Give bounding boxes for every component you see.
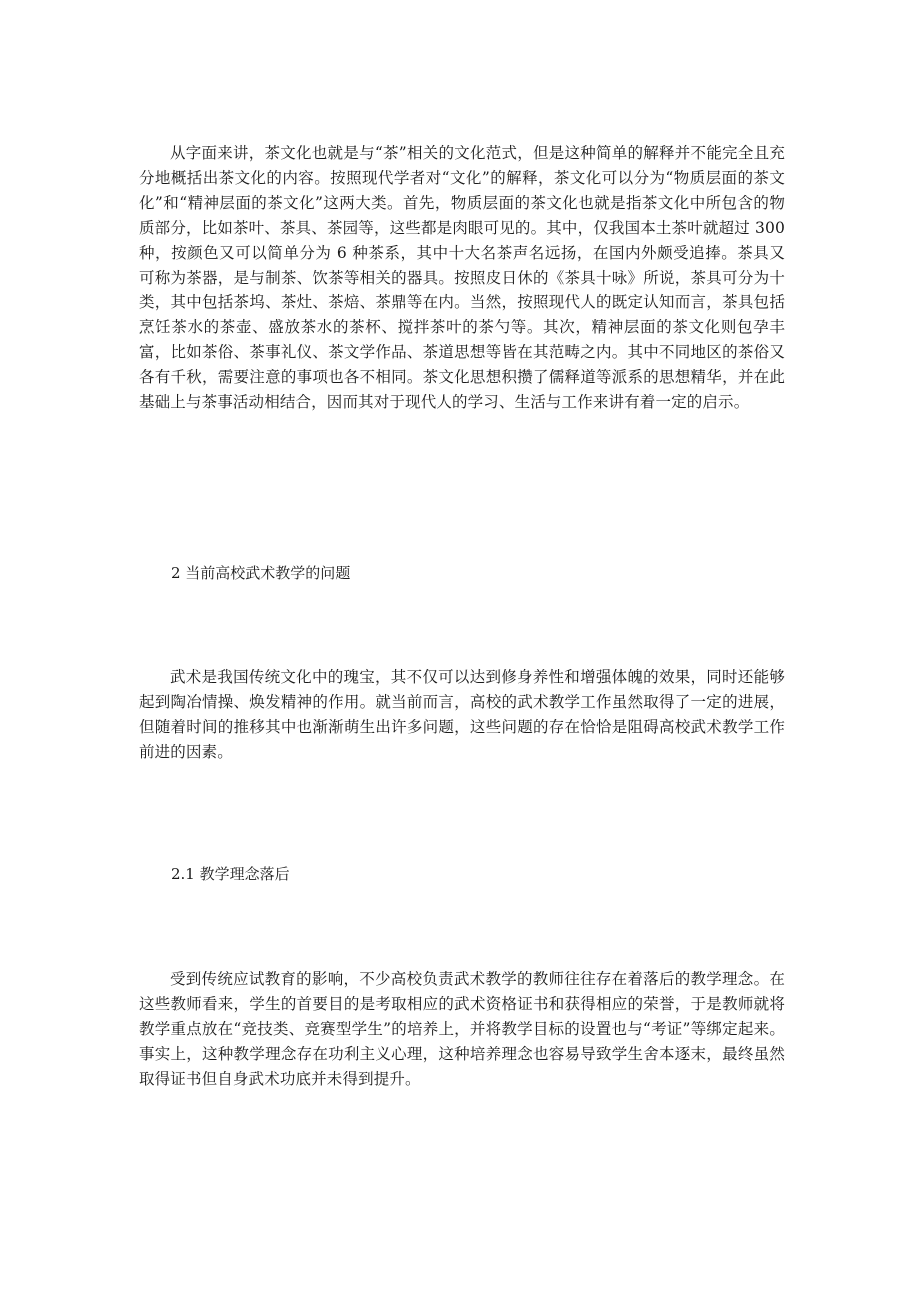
body-paragraph-martial-arts: 武术是我国传统文化中的瑰宝，其不仅可以达到修身养性和增强体魄的效果，同时还能够起到陶冶情操、焕发精神的作用。就当前而言，高校的武术教学工作虽然取得了一定的进展，但随着时间的推移其中也渐渐萌生出许多问题，这些问题的存在恰恰是阻碍高校武术教学工作前进的因素。 xyxy=(139,668,785,761)
body-paragraph-tea-culture: 从字面来讲，茶文化也就是与“茶”相关的文化范式，但是这种简单的解释并不能完全且充分地概括出茶文化的内容。按照现代学者对“文化”的解释，茶文化可以分为“物质层面的茶文化”和“精神层面的茶文化”这两大类。首先，物质层面的茶文化也就是指茶文化中所包含的物质部分，比如茶叶、茶具、茶园等，这些都是肉眼可见的。其中，仅我国本土茶叶就超过 300 种，按颜色又可以简单分为 6 种茶系，其中十大名茶声名远扬，在国内外颇受追捧。茶具又可称为茶器，是与制茶、饮茶等相关的器具。按照皮日休的《茶具十咏》所说，茶具可分为十类，其中包括茶坞、茶灶、茶焙、茶鼎等在内。当然，按照现代人的既定认知而言，茶具包括烹饪茶水的茶壶、盛放茶水的茶杯、搅拌茶叶的茶勺等。其次，精神层面的茶文化则包孕丰富，比如茶俗、茶事礼仪、茶文学作品、茶道思想等皆在其范畴之内。其中不同地区的茶俗又各有千秋，需要注意的事项也各不相同。茶文化思想积攒了儒释道等派系的思想精华，并在此基础上与茶事活动相结合，因而其对于现代人的学习、生活与工作来讲有着一定的启示。 xyxy=(139,144,785,412)
section-heading-2: 2 当前高校武术教学的问题 xyxy=(171,564,351,582)
body-paragraph-teaching-concept: 受到传统应试教育的影响，不少高校负责武术教学的教师往往存在着落后的教学理念。在这些教师看来，学生的首要目的是考取相应的武术资格证书和获得相应的荣誉，于是教师就将教学重点放在“竞技类、竞赛型学生”的培养上，并将教学目标的设置也与“考证”等绑定起来。事实上，这种教学理念存在功利主义心理，这种培养理念也容易导致学生舍本逐末，最终虽然取得证书但自身武术功底并未得到提升。 xyxy=(139,970,785,1088)
section-heading-2-1: 2.1 教学理念落后 xyxy=(171,865,290,883)
